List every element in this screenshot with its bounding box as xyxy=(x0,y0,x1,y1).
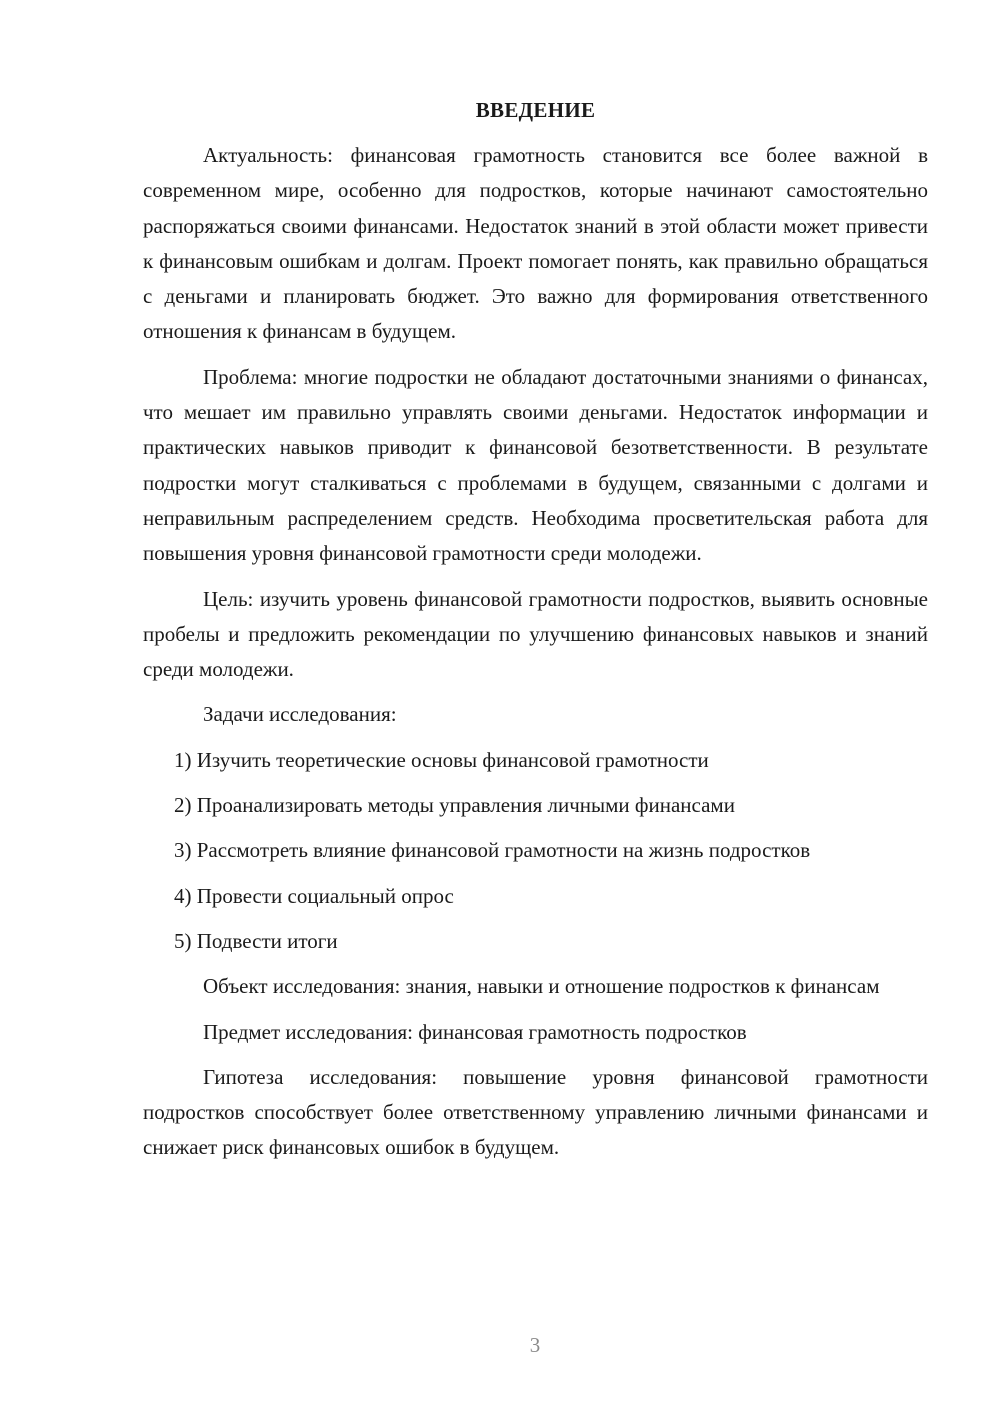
paragraph-problem: Проблема: многие подростки не обладают достаточными знаниями о финансах, что мешает им правильно управлять своими деньгами. Недостаток информации и практических навыков приводит к финансовой безответственности. В результате подростки могут сталкиваться с проблемами в будущем, связанными с долгами и неправильным распределением средств. Необходима просветительская работа для повышения уровня финансовой грамотности среди молодежи. xyxy=(143,364,928,566)
section-title: ВВЕДЕНИЕ xyxy=(475,98,596,122)
page-number: 3 xyxy=(529,1333,541,1357)
task-item-5: 5) Подвести итоги xyxy=(174,928,338,953)
document-page xyxy=(143,96,928,1176)
task-item-1: 1) Изучить теоретические основы финансовой грамотности xyxy=(174,747,709,772)
paragraph-actuality: Актуальность: финансовая грамотность становится все более важной в современном мире, особенно для подростков, которые начинают самостоятельно распоряжаться своими финансами. Недостаток знаний в этой области может привести к финансовым ошибкам и долгам. Проект помогает понять, как правильно обращаться с деньгами и планировать бюджет. Это важно для формирования ответственного отношения к финансам в будущем. xyxy=(143,143,928,344)
tasks-heading: Задачи исследования: xyxy=(203,702,397,727)
paragraph-object: Объект исследования: знания, навыки и отношение подростков к финансам xyxy=(203,974,880,999)
task-item-4: 4) Провести социальный опрос xyxy=(174,883,454,908)
task-item-3: 3) Рассмотреть влияние финансовой грамотности на жизнь подростков xyxy=(174,838,811,863)
paragraph-hypothesis: Гипотеза исследования: повышение уровня финансовой грамотности подростков способствует более ответственному управлению личными финансами и снижает риск финансовых ошибок в будущем. xyxy=(143,1064,928,1160)
paragraph-subject: Предмет исследования: финансовая грамотность подростков xyxy=(203,1019,747,1044)
paragraph-goal: Цель: изучить уровень финансовой грамотности подростков, выявить основные пробелы и предложить рекомендации по улучшению финансовых навыков и знаний среди молодежи. xyxy=(143,586,928,682)
task-item-2: 2) Проанализировать методы управления личными финансами xyxy=(174,793,735,818)
